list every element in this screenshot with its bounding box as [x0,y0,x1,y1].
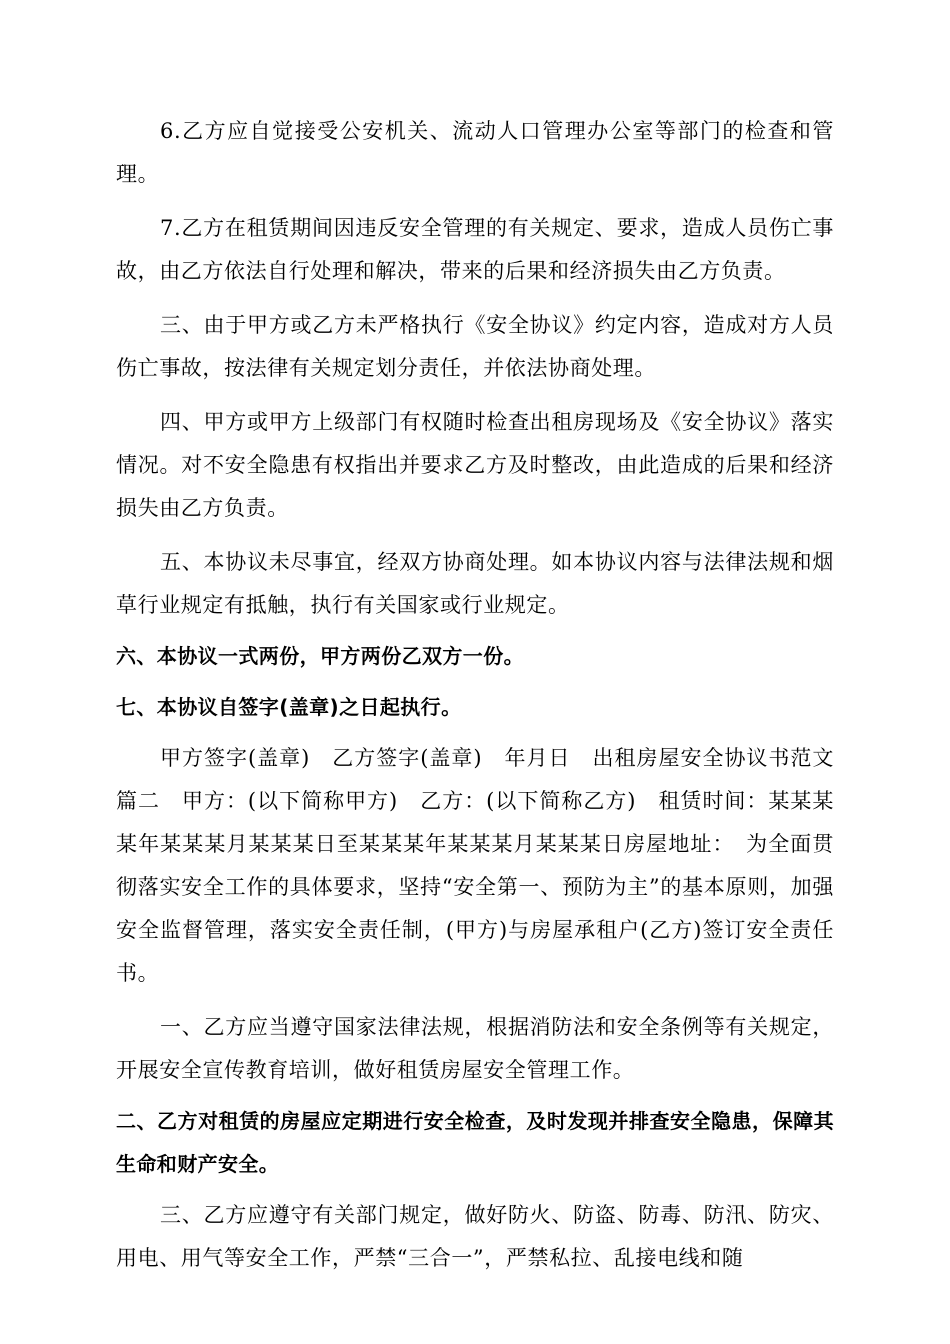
paragraph-template2-section-1: 一、乙方应当遵守国家法律法规，根据消防法和安全条例等有关规定，开展安全宣传教育培训，做好租赁房屋安全管理工作。 [116,1015,834,1082]
paragraph-section-7: 七、本协议自签字(盖章)之日起执行。 [116,695,462,719]
paragraph-section-5: 五、本协议未尽事宜，经双方协商处理。如本协议内容与法律法规和烟草行业规定有抵触，执行有关国家或行业规定。 [116,550,834,617]
paragraph-section-6: 六、本协议一式两份，甲方两份乙双方一份。 [116,644,524,668]
paragraph-template2-section-2: 二、乙方对租赁的房屋应定期进行安全检查，及时发现并排查安全隐患，保障其生命和财产安全。 [116,1109,834,1176]
paragraph-template2-section-3: 三、乙方应遵守有关部门规定，做好防火、防盗、防毒、防汛、防灾、用电、用气等安全工作，严禁“三合一”，严禁私拉、乱接电线和随 [116,1203,834,1270]
paragraph-clause-6: 6.乙方应自觉接受公安机关、流动人口管理办公室等部门的检查和管理。 [116,119,834,186]
paragraph-section-3: 三、由于甲方或乙方未严格执行《安全协议》约定内容，造成对方人员伤亡事故，按法律有关规定划分责任，并依法协商处理。 [116,313,834,380]
paragraph-section-4: 四、甲方或甲方上级部门有权随时检查出租房现场及《安全协议》落实情况。对不安全隐患有权指出并要求乙方及时整改，由此造成的后果和经济损失由乙方负责。 [116,410,834,520]
document-body [116,110,834,1280]
paragraph-signature-and-template-2: 甲方签字(盖章) 乙方签字(盖章) 年月日 出租房屋安全协议书范文篇二 甲方：(以下简称甲方) 乙方：(以下简称乙方) 租赁时间：某某某某年某某某月某某某日至某某某年某某某月某某某日房屋地址： 为全面贯彻落实安全工作的具体要求，坚持“安全第一、预防为主”的基本原则，加强安全监督管理，落实安全责任制，(甲方)与房屋承租户(乙方)签订安全责任书。 [116,746,834,985]
paragraph-clause-7: 7.乙方在租赁期间因违反安全管理的有关规定、要求，造成人员伤亡事故，由乙方依法自行处理和解决，带来的后果和经济损失由乙方负责。 [116,216,834,283]
